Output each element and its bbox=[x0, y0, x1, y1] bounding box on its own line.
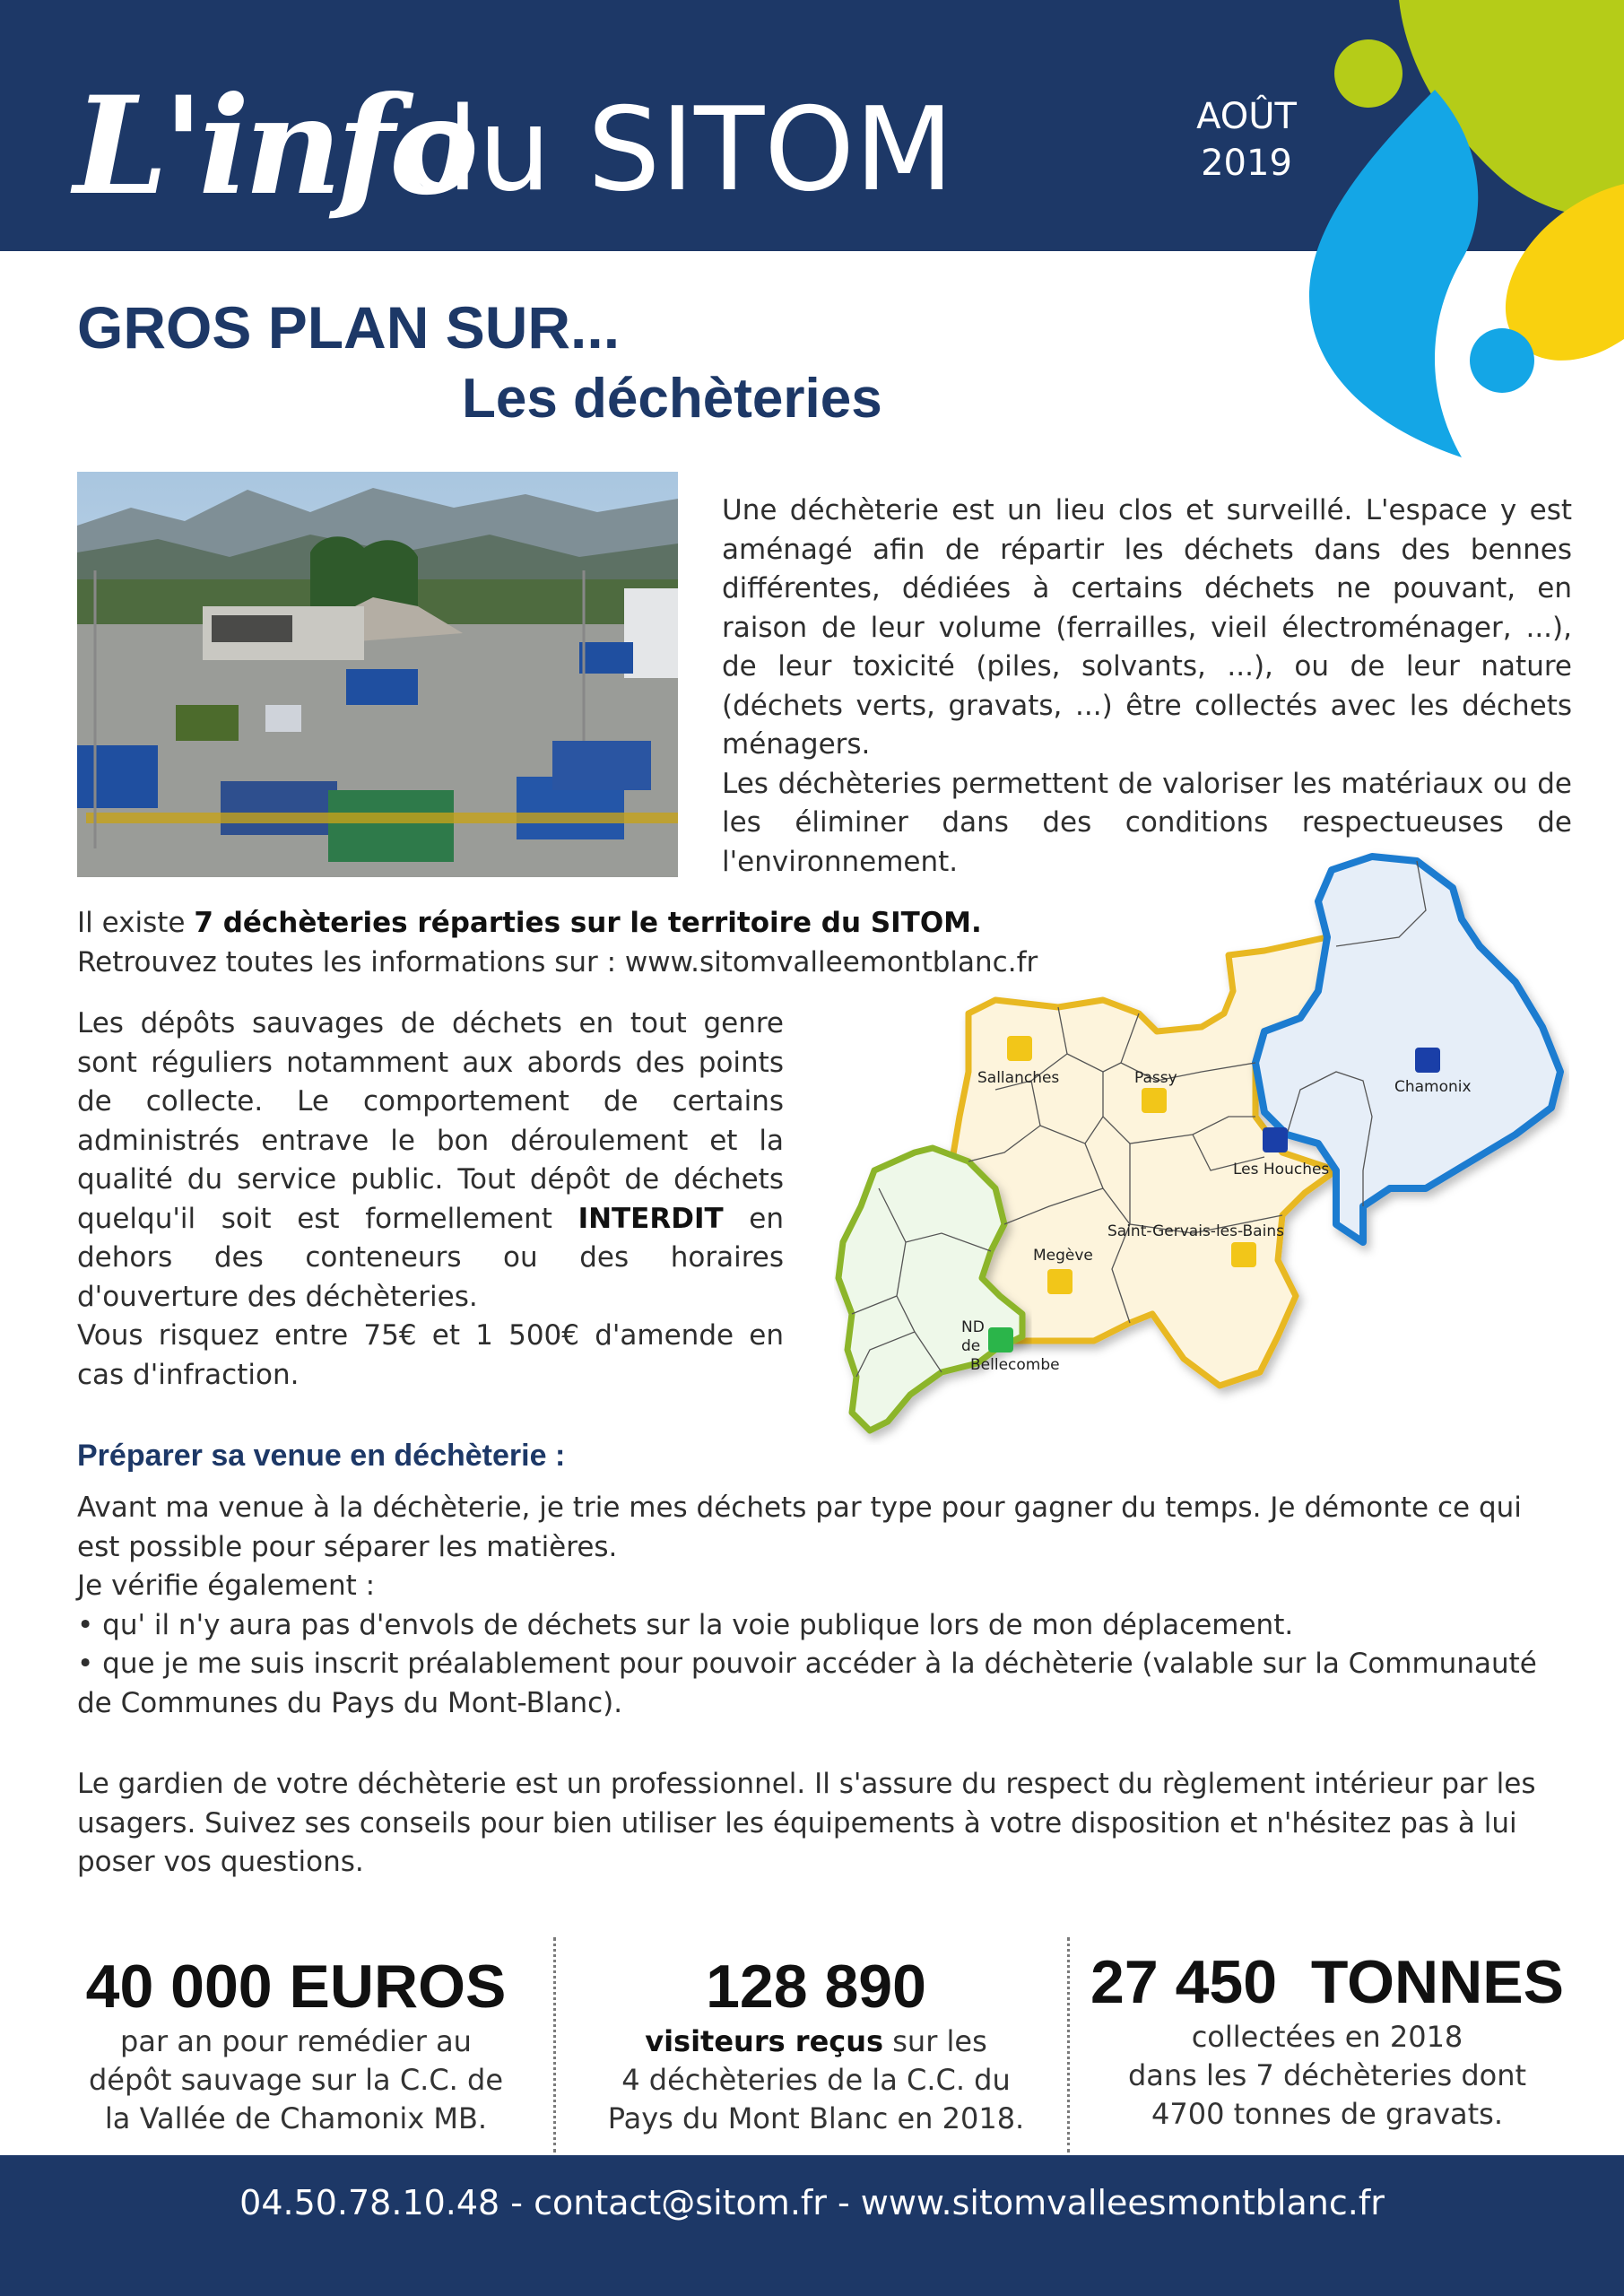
map-label-bellecombe: Bellecombe bbox=[970, 1356, 1060, 1374]
stat-budget-l2: dépôt sauvage sur la C.C. de bbox=[88, 2063, 504, 2097]
blue-drop-shape bbox=[1309, 90, 1478, 457]
intro-text-2: Les déchèteries permettent de valoriser les matériaux ou de les éliminer dans des conditions respectueuses de l'environnement. bbox=[722, 767, 1572, 878]
stat-budget-value: 40 000 EUROS bbox=[85, 1952, 507, 2021]
footer-contact: 04.50.78.10.48 - contact@sitom.fr - www.sitomvalleesmontblanc.fr bbox=[239, 2183, 1385, 2222]
nd-marker-icon bbox=[988, 1327, 1013, 1352]
preparer-bullet2: • que je me suis inscrit préalablement pour pouvoir accéder à la déchèterie (valable sur la Communauté de Communes du Pays du Mont-Blanc). bbox=[77, 1648, 1537, 1719]
depots-text-before: Les dépôts sauvages de déchets en tout genre sont réguliers notamment aux abords des points de collecte. Le comportement de certains administrés entrave le bon déroulement et la qualité du service public. Tout dépôt de déchets quelqu'il soit est formellement bbox=[77, 1007, 784, 1235]
depots-interdit: INTERDIT bbox=[578, 1202, 724, 1235]
map-label-megeve: Megève bbox=[1033, 1247, 1093, 1265]
stat-tonnage-l3: 4700 tonnes de gravats. bbox=[1151, 2097, 1503, 2131]
map-label-passy: Passy bbox=[1134, 1069, 1177, 1087]
map-label-chamonix: Chamonix bbox=[1394, 1078, 1472, 1096]
passy-marker-icon bbox=[1142, 1088, 1167, 1113]
depots-text-after: en dehors des conteneurs ou des horaires d'ouverture des déchèteries. bbox=[77, 1202, 784, 1313]
existe-prefix: Il existe bbox=[77, 907, 195, 939]
stat-tonnage-l2: dans les 7 déchèteries dont bbox=[1127, 2058, 1527, 2092]
lime-dot-shape bbox=[1334, 39, 1403, 108]
stat-divider bbox=[1067, 1937, 1070, 2152]
title-main: du SITOM bbox=[405, 83, 954, 217]
stat-budget bbox=[54, 1951, 538, 2138]
preparer-paragraph bbox=[77, 1489, 1548, 1723]
preparer-bullet1: • qu' il n'y aura pas d'envols de déchets sur la voie publique lors de mon déplacement. bbox=[77, 1608, 1294, 1641]
map-label-de: de bbox=[961, 1337, 981, 1355]
stat-budget-l3: la Vallée de Chamonix MB. bbox=[104, 2101, 488, 2135]
stat-visitors-value: 128 890 bbox=[706, 1952, 926, 2021]
territory-map bbox=[834, 848, 1569, 1466]
preparer-line2: Je vérifie également : bbox=[77, 1570, 376, 1602]
depots-sauvages-paragraph bbox=[77, 1004, 784, 1395]
map-label-les-houches: Les Houches bbox=[1233, 1161, 1330, 1178]
saint-gervais-marker-icon bbox=[1231, 1242, 1256, 1267]
stat-divider bbox=[553, 1937, 556, 2152]
stat-budget-l1: par an pour remédier au bbox=[120, 2024, 472, 2058]
photo-illustration bbox=[77, 472, 678, 877]
stat-tonnage bbox=[1081, 1946, 1574, 2134]
chamonix-marker-icon bbox=[1415, 1048, 1440, 1073]
existe-website: Retrouvez toutes les informations sur : www.sitomvalleemontblanc.fr bbox=[77, 945, 1038, 978]
existe-bold: 7 déchèteries réparties sur le territoire du SITOM. bbox=[194, 907, 982, 939]
section-subheading: Les déchèteries bbox=[462, 368, 882, 430]
stat-visitors-l1: sur les bbox=[883, 2024, 987, 2058]
preparer-heading: Préparer sa venue en déchèterie : bbox=[77, 1439, 566, 1473]
stat-visitors-bold: visiteurs reçus bbox=[645, 2024, 884, 2058]
map-label-saint-gervais: Saint-Gervais-les-Bains bbox=[1107, 1222, 1284, 1240]
map-label-sallanches: Sallanches bbox=[977, 1069, 1060, 1087]
section-heading: GROS PLAN SUR... bbox=[77, 294, 621, 361]
stat-visitors bbox=[565, 1951, 1067, 2138]
megeve-marker-icon bbox=[1047, 1269, 1073, 1294]
sallanches-marker-icon bbox=[1007, 1036, 1032, 1061]
issue-year: 2019 bbox=[1201, 143, 1292, 184]
preparer-line1: Avant ma venue à la déchèterie, je trie mes déchets par type pour gagner du temps. Je démonte ce qui est possible pour séparer les matières. bbox=[77, 1492, 1522, 1563]
issue-month: AOÛT bbox=[1196, 96, 1297, 137]
intro-text: Une déchèterie est un lieu clos et surveillé. L'espace y est aménagé afin de répartir les déchets dans des bennes différentes, dédiées à certains déchets ne pouvant, en raison de leur volume (ferrailles, vieil électroménager, ...), de leur toxicité (piles, solvants, ...), ou de leur nature (déchets verts, gravats, ...) être collectés avec les déchets ménagers. bbox=[722, 494, 1572, 761]
map-label-nd: ND bbox=[961, 1318, 985, 1336]
depots-fine: Vous risquez entre 75€ et 1 500€ d'amende en cas d'infraction. bbox=[77, 1319, 784, 1391]
stat-visitors-l3: Pays du Mont Blanc en 2018. bbox=[607, 2101, 1025, 2135]
map-zone-green bbox=[838, 1148, 1022, 1431]
dechetterie-photo bbox=[77, 472, 678, 877]
title-script: L'info bbox=[74, 67, 474, 225]
stat-tonnage-l1: collectées en 2018 bbox=[1191, 2020, 1463, 2054]
blue-dot-shape bbox=[1470, 328, 1534, 393]
stat-visitors-l2: 4 déchèteries de la C.C. du bbox=[621, 2063, 1011, 2097]
stat-tonnage-value: 27 450 TONNES bbox=[1090, 1948, 1564, 2016]
decorative-drops bbox=[1291, 0, 1624, 466]
gardien-paragraph: Le gardien de votre déchèterie est un professionnel. Il s'assure du respect du règlement intérieur par les usagers. Suivez ses conseils pour bien utiliser les équipements à votre disposition et n'hésitez pas à lui poser vos questions. bbox=[77, 1768, 1536, 1878]
intro-paragraph bbox=[722, 491, 1572, 882]
les-houches-marker-icon bbox=[1263, 1127, 1288, 1152]
